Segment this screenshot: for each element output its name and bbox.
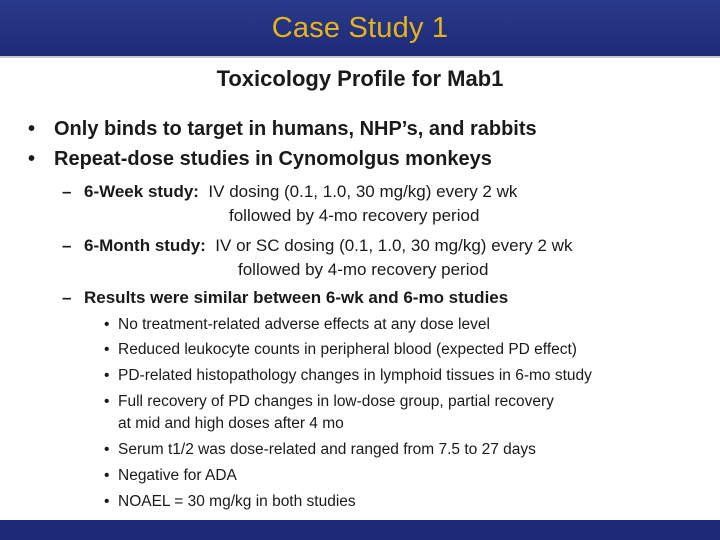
dash-glyph: – [62,288,72,307]
title-bar [0,0,720,58]
result-text: No treatment-related adverse effects at any dose level [118,316,490,333]
bullet-glyph: • [28,148,36,170]
result-item [104,493,356,511]
result-text: NOAEL = 30 mg/kg in both studies [118,493,356,510]
study-text: IV dosing (0.1, 1.0, 30 mg/kg) every 2 wk [208,182,518,201]
dash-glyph: – [62,236,72,255]
study-item [62,182,517,202]
study-item [62,236,572,256]
results-text: Results were similar between 6-wk and 6-mo studies [84,288,509,307]
result-text: Serum t1/2 was dose-related and ranged from 7.5 to 27 days [118,441,536,458]
result-continuation: at mid and high doses after 4 mo [118,415,344,432]
footer-bar [0,520,720,540]
slide-title: Case Study 1 [271,12,449,44]
study-continuation: followed by 4-mo recovery period [229,206,480,225]
results-item [62,288,508,308]
bullet-glyph: • [28,118,36,140]
bullet-item [28,148,492,171]
bullet-glyph: • [104,493,110,510]
result-item [104,393,554,411]
dash-glyph: – [62,182,72,201]
bullet-text: Repeat-dose studies in Cynomolgus monkeys [54,148,492,170]
study-label: 6-Month study: [84,236,206,255]
bullet-glyph: • [104,341,110,358]
bullet-text: Only binds to target in humans, NHP’s, and rabbits [54,118,537,140]
result-item [104,341,577,359]
result-text: Negative for ADA [118,467,237,484]
bullet-glyph: • [104,467,110,484]
study-text: IV or SC dosing (0.1, 1.0, 30 mg/kg) every 2 wk [215,236,573,255]
bullet-glyph: • [104,393,110,410]
bullet-glyph: • [104,441,110,458]
slide-subtitle: Toxicology Profile for Mab1 [216,66,504,91]
result-item [104,316,490,334]
bullet-glyph: • [104,367,110,384]
study-continuation: followed by 4-mo recovery period [238,260,489,279]
result-text: Full recovery of PD changes in low-dose group, partial recovery [118,393,554,410]
bullet-glyph: • [104,316,110,333]
result-item [104,367,592,385]
result-item [104,441,536,459]
study-label: 6-Week study: [84,182,199,201]
result-text: PD-related histopathology changes in lymphoid tissues in 6-mo study [118,367,592,384]
result-text: Reduced leukocyte counts in peripheral blood (expected PD effect) [118,341,577,358]
bullet-item [28,118,537,141]
result-item [104,467,237,485]
